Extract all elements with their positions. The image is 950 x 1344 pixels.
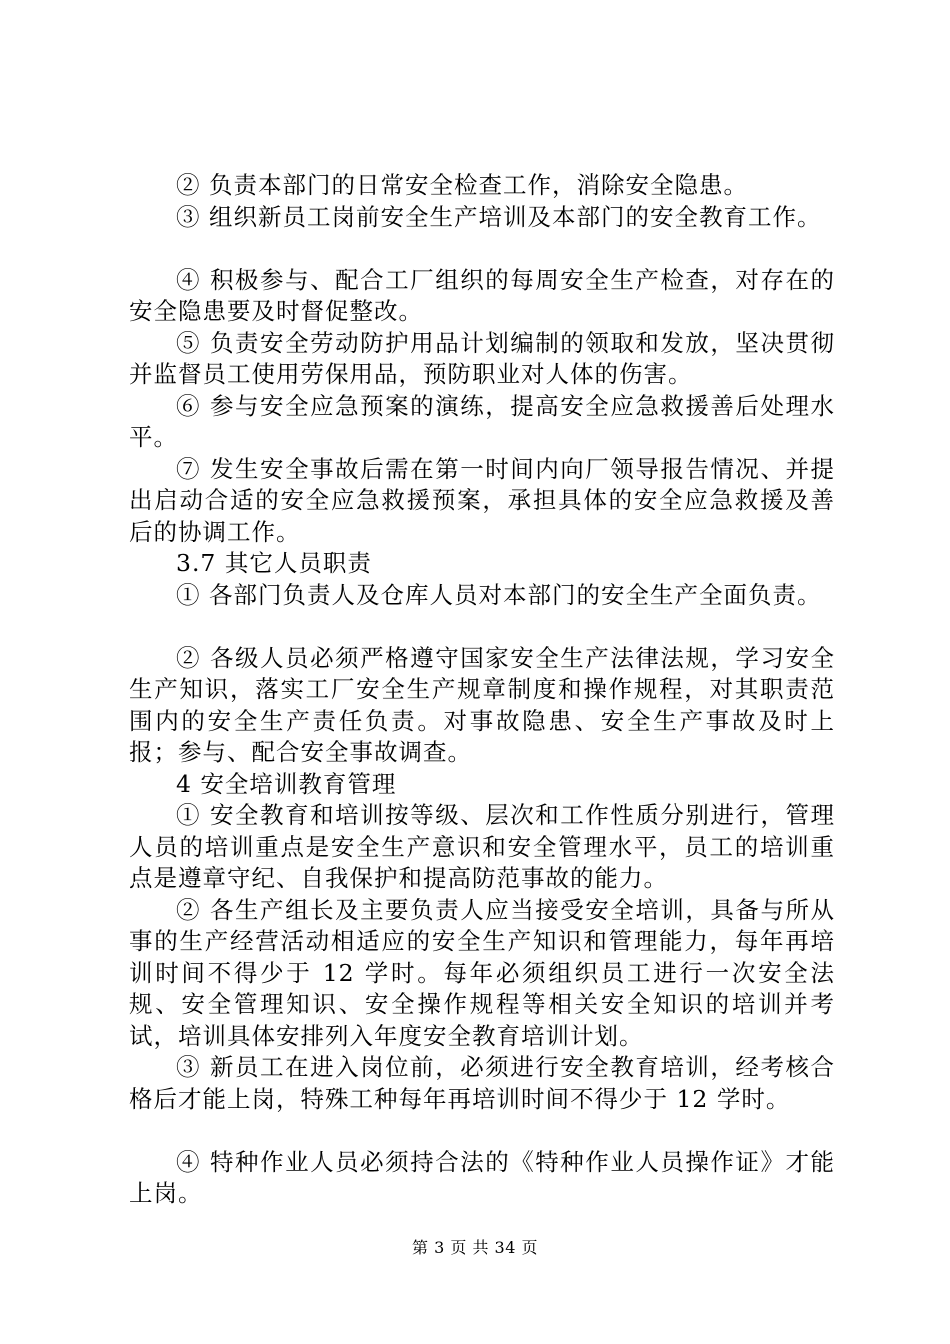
- paragraph-item-5: ⑤ 负责安全劳动防护用品计划编制的领取和发放，坚决贯彻并监督员工使用劳保用品，预防职业对人体的伤害。: [129, 328, 835, 388]
- paragraph-item-7: ⑦ 发生安全事故后需在第一时间内向厂领导报告情况、并提出启动合适的安全应急救援预案，承担具体的安全应急救援及善后的协调工作。: [129, 454, 835, 546]
- section-heading-3-7: 3.7 其它人员职责: [176, 549, 372, 577]
- paragraph-item-6: ⑥ 参与安全应急预案的演练，提高安全应急救援善后处理水平。: [129, 391, 835, 451]
- paragraph-item-2: ② 负责本部门的日常安全检查工作，消除安全隐患。: [176, 171, 748, 199]
- paragraph-item-4: ④ 积极参与、配合工厂组织的每周安全生产检查，对存在的安全隐患要及时督促整改。: [129, 265, 835, 325]
- paragraph-training-4: ④ 特种作业人员必须持合法的《特种作业人员操作证》才能上岗。: [129, 1147, 835, 1207]
- paragraph-training-1: ① 安全教育和培训按等级、层次和工作性质分别进行，管理人员的培训重点是安全生产意识和安全管理水平，员工的培训重点是遵章守纪、自我保护和提高防范事故的能力。: [129, 801, 835, 892]
- paragraph-item-3: ③ 组织新员工岗前安全生产培训及本部门的安全教育工作。: [176, 202, 822, 231]
- paragraph-other-1: ① 各部门负责人及仓库人员对本部门的安全生产全面负责。: [176, 580, 822, 609]
- paragraph-training-3: ③ 新员工在进入岗位前，必须进行安全教育培训，经考核合格后才能上岗，特殊工种每年再培训时间不得少于 12 学时。: [129, 1053, 835, 1113]
- page-footer: 第 3 页 共 34 页: [412, 1238, 538, 1257]
- paragraph-training-2: ② 各生产组长及主要负责人应当接受安全培训，具备与所从事的生产经营活动相适应的安全生产知识和管理能力，每年再培训时间不得少于 12 学时。每年必须组织员工进行一次安全法规、安全管理知识、安全操作规程等相关安全知识的培训并考试，培训具体安排列入年度安全教育培训计划。: [129, 895, 835, 1050]
- paragraph-other-2: ② 各级人员必须严格遵守国家安全生产法律法规，学习安全生产知识，落实工厂安全生产规章制度和操作规程，对其职责范围内的安全生产责任负责。对事故隐患、安全生产事故及时上报；参与、配合安全事故调查。: [129, 643, 835, 766]
- document-body: [129, 170, 835, 1210]
- section-heading-4: 4 安全培训教育管理: [176, 769, 397, 798]
